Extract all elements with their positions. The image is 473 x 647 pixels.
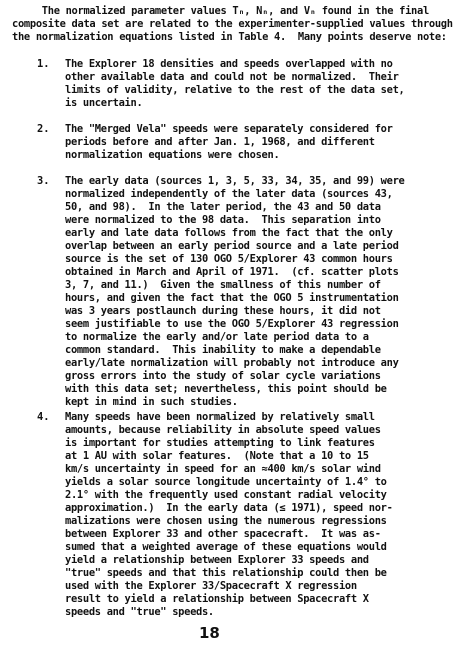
item-line: yields a solar source longitude uncertainty of 1.4° to	[65, 476, 387, 488]
item-line: The "Merged Vela" speeds were separately considered for	[65, 123, 393, 135]
item-number: 1.	[37, 58, 50, 70]
item-line: result to yield a relationship between Spacecraft X	[65, 593, 369, 605]
intro-line: the normalization equations listed in Table 4. Many points deserve note:	[12, 31, 447, 43]
item-line: was 3 years postlaunch during these hours, it did not	[65, 305, 381, 317]
item-line: "true" speeds and that this relationship could then be	[65, 567, 387, 579]
item-line: seem justifiable to use the OGO 5/Explorer 43 regression	[65, 318, 399, 330]
item-line: amounts, because reliability in absolute speed values	[65, 424, 381, 436]
item-line: normalized independently of the later data (sources 43,	[65, 188, 393, 200]
item-line: early and late data follows from the fact that the only	[65, 227, 393, 239]
item-line: gross errors into the study of solar cycle variations	[65, 370, 381, 382]
item-line: km/s uncertainty in speed for an ≈400 km/s solar wind	[65, 463, 381, 475]
item-number: 3.	[37, 175, 50, 187]
item-line: is uncertain.	[65, 97, 143, 109]
item-number: 4.	[37, 411, 50, 423]
item-line: hours, and given the fact that the OGO 5 instrumentation	[65, 292, 399, 304]
item-line: yield a relationship between Explorer 33 speeds and	[65, 554, 369, 566]
item-line: obtained in March and April of 1971. (cf. scatter plots	[65, 266, 399, 278]
item-line: Many speeds have been normalized by relatively small	[65, 411, 375, 423]
item-line: 2.1° with the frequently used constant radial velocity	[65, 489, 387, 501]
item-line: used with the Explorer 33/Spacecraft X regression	[65, 580, 357, 592]
item-line: 50, and 98). In the later period, the 43 and 50 data	[65, 201, 381, 213]
item-line: The early data (sources 1, 3, 5, 33, 34, 35, and 99) were	[65, 175, 405, 187]
item-number: 2.	[37, 123, 50, 135]
item-line: periods before and after Jan. 1, 1968, and different	[65, 136, 375, 148]
item-line: The Explorer 18 densities and speeds overlapped with no	[65, 58, 393, 70]
item-line: malizations were chosen using the numerous regressions	[65, 515, 387, 527]
item-line: sumed that a weighted average of these equations would	[65, 541, 387, 553]
intro-line: The normalized parameter values Tₙ, Nₙ, and Vₙ found in the final	[12, 5, 429, 17]
intro-line: composite data set are related to the experimenter-supplied values through	[12, 18, 453, 30]
item-line: is important for studies attempting to link features	[65, 437, 375, 449]
item-line: with this data set; nevertheless, this point should be	[65, 383, 387, 395]
page-number: 18	[199, 624, 220, 642]
item-line: between Explorer 33 and other spacecraft. It was as-	[65, 528, 381, 540]
item-line: overlap between an early period source and a late period	[65, 240, 399, 252]
item-line: early/late normalization will probably not introduce any	[65, 357, 399, 369]
item-line: source is the set of 130 OGO 5/Explorer 43 common hours	[65, 253, 393, 265]
item-line: normalization equations were chosen.	[65, 149, 280, 161]
item-line: were normalized to the 98 data. This separation into	[65, 214, 381, 226]
item-line: at 1 AU with solar features. (Note that a 10 to 15	[65, 450, 369, 462]
item-line: to normalize the early and/or late period data to a	[65, 331, 369, 343]
item-line: common standard. This inability to make a dependable	[65, 344, 381, 356]
item-line: kept in mind in such studies.	[65, 396, 238, 408]
item-line: other available data and could not be normalized. Their	[65, 71, 399, 83]
item-line: approximation.) In the early data (≤ 1971), speed nor-	[65, 502, 393, 514]
item-line: limits of validity, relative to the rest of the data set,	[65, 84, 405, 96]
item-line: 3, 7, and 11.) Given the smallness of this number of	[65, 279, 381, 291]
item-line: speeds and "true" speeds.	[65, 606, 214, 618]
